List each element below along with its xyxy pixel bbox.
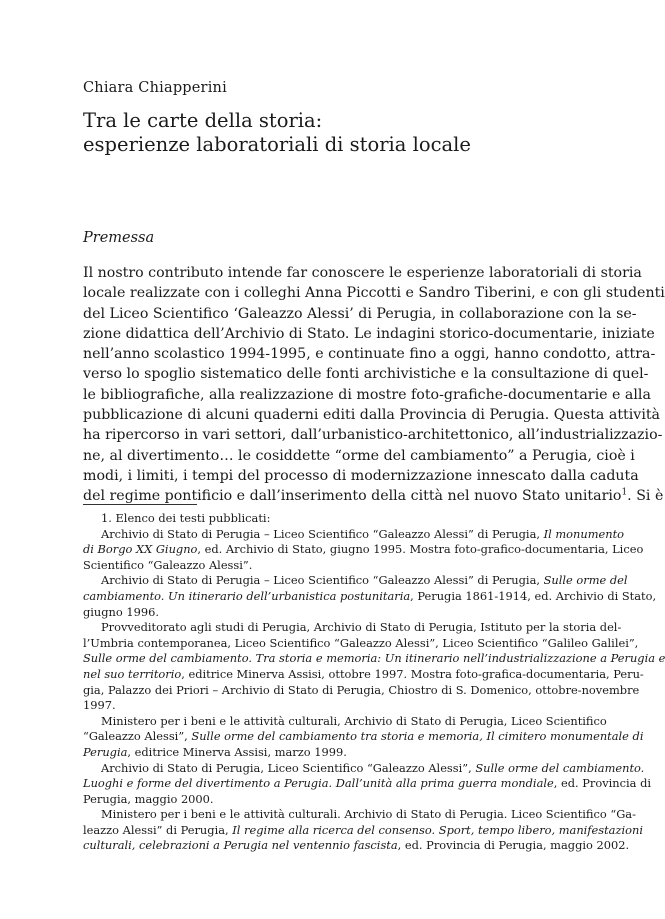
body-line: verso lo spoglio sistematico delle fonti archivistiche e la consultazione di quel-	[83, 366, 649, 383]
footnote-entry: Archivio di Stato di Perugia – Liceo Scientifico “Galeazzo Alessi” di Perugia, Sulle orme del cambiamento. Un itinerario dell’urbanistica postunitaria, Perugia 1861-1914, ed. Archivio di Stato, giugno 1996.	[83, 573, 657, 619]
footnote-entry: Ministero per i beni e le attività culturali, Archivio di Stato di Perugia, Liceo Scientifico “Galeazzo Alessi”, Sulle orme del cambiamento tra storia e memoria, Il cimitero monumentale di Perugia, editrice Minerva Assisi, marzo 1999.	[83, 713, 644, 759]
footnote-entry: Archivio di Stato di Perugia – Liceo Scientifico “Galeazzo Alessi” di Perugia, Il monumento di Borgo XX Giugno, ed. Archivio di Stato, giugno 1995. Mostra foto-grafico-documentaria, Liceo Scientifico “Galeazzo Alessi”.	[83, 526, 644, 572]
footnote-marker[interactable]: 1	[621, 487, 628, 498]
title-line: esperienze laboratoriali di storia locale	[83, 133, 471, 156]
body-line: locale realizzate con i colleghi Anna Piccotti e Sandro Tiberini, e con gli studenti	[83, 285, 665, 302]
body-line: ha ripercorso in vari settori, dall’urbanistico-architettonico, all’industrializzazio-	[83, 427, 663, 444]
body-line: pubblicazione di alcuni quaderni editi dalla Provincia di Perugia. Questa attività	[83, 407, 661, 424]
body-line: modi, i limiti, i tempi del processo di modernizzazione innescato dalla caduta	[83, 467, 639, 484]
title-line: Tra le carte della storia:	[83, 109, 323, 132]
body-paragraph	[83, 263, 665, 507]
body-line-tail: . Si è	[627, 488, 664, 505]
footnote-heading: 1. Elenco dei testi pubblicati:	[101, 511, 271, 525]
body-line: Il nostro contributo intende far conoscere le esperienze laboratoriali di storia	[83, 265, 642, 281]
footnotes	[83, 511, 665, 854]
body-line-text: del regime pontificio e dall’inserimento della città nel nuovo Stato unitario	[83, 488, 622, 505]
author-name: Chiara Chiapperini	[83, 80, 227, 96]
body-line: del Liceo Scientifico ‘Galeazzo Alessi’ di Perugia, in collaborazione con la se-	[83, 305, 637, 322]
body-line: nell’anno scolastico 1994-1995, e continuate fino a oggi, hanno condotto, attra-	[83, 346, 656, 363]
footnote-entry: Archivio di Stato di Perugia, Liceo Scientifico “Galeazzo Alessi”, Sulle orme del cambiamento. Luoghi e forme del divertimento a Perugia. Dall’unità alla prima guerra mondiale, ed. Provincia di Perugia, maggio 2000.	[83, 760, 652, 806]
footnote-entry: Ministero per i beni e le attività culturali. Archivio di Stato di Perugia. Liceo Scientifico “Ga- leazzo Alessi” di Perugia, Il regime alla ricerca del consenso. Sport, tempo libero, manifestazioni culturali, celebrazioni a Perugia nel ventennio fascista, ed. Provincia di Perugia, maggio 2002.	[83, 807, 643, 853]
section-heading: Premessa	[83, 230, 155, 246]
footnote-entry: Provveditorato agli studi di Perugia, Archivio di Stato di Perugia, Istituto per la storia del- l’Umbria contemporanea, Liceo Scientifico “Galeazzo Alessi”, Liceo Scientifico “Galileo Galilei”, Sulle orme del cambiamento. Tra storia e memoria: Un itinerario nell’industrializzazione a Perugia e nel suo territorio, editrice Minerva Assisi, ottobre 1997. Mostra foto-grafica-documentaria, Peru- gia, Palazzo dei Priori – Archivio di Stato di Perugia, Chiostro di S. Domenico, ottobre-novembre 1997.	[83, 620, 665, 713]
article-title	[83, 109, 563, 157]
body-line: zione didattica dell’Archivio di Stato. Le indagini storico-documentarie, iniziate	[83, 325, 655, 342]
footnote-separator	[83, 504, 197, 505]
body-line: ne, al divertimento… le cosiddette “orme del cambiamento” a Perugia, cioè i	[83, 447, 635, 464]
body-line: le bibliografiche, alla realizzazione di mostre foto-grafiche-documentarie e alla	[83, 386, 651, 403]
